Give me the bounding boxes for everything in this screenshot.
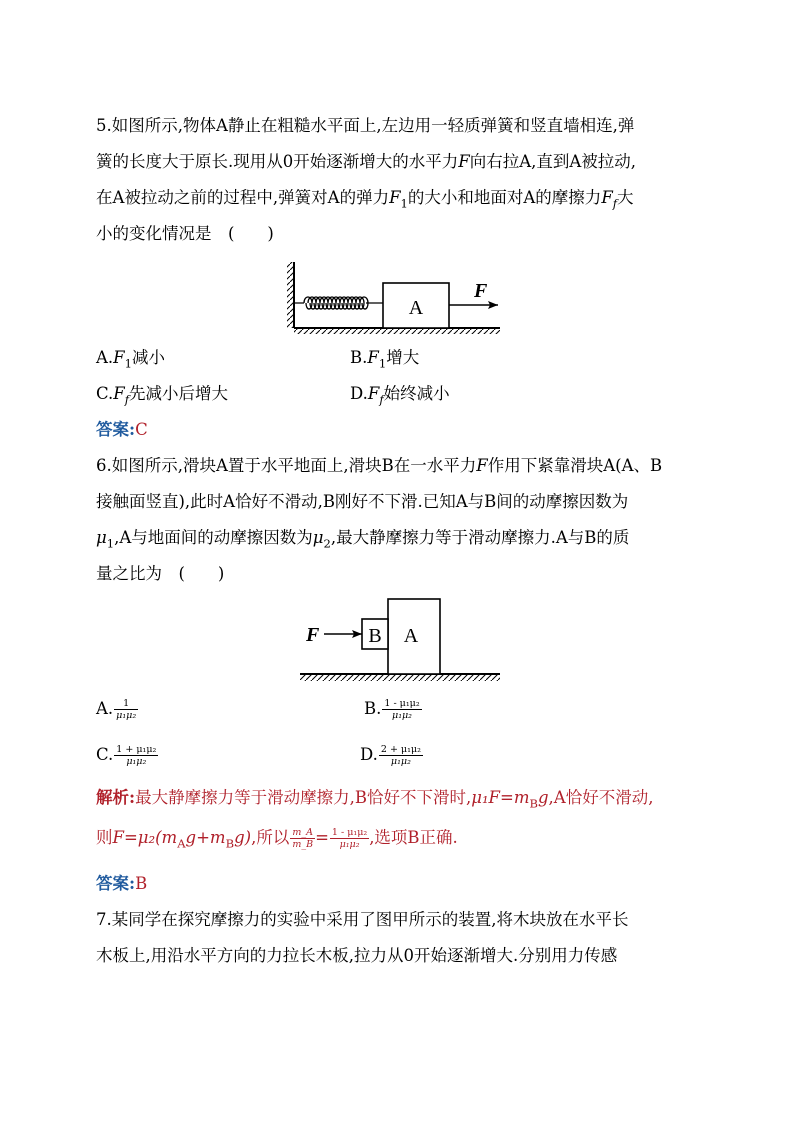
fraction-numerator: m_A xyxy=(290,827,315,839)
q6-option-c xyxy=(96,742,158,768)
subscript: 2 xyxy=(323,536,331,551)
block-a-label: A xyxy=(408,297,424,319)
subscript: B xyxy=(529,796,538,811)
equation: μ₁F=m xyxy=(471,788,530,807)
analysis-text: ,A恰好不滑动, xyxy=(548,788,654,807)
q6-line-1 xyxy=(96,454,662,478)
force-symbol: F xyxy=(389,188,401,207)
fraction-denominator: μ₁μ₂ xyxy=(126,756,147,767)
q5-text: 小的变化情况是 ( ) xyxy=(96,224,274,243)
subscript: f xyxy=(379,392,384,407)
fraction-numerator: 1 - μ₁μ₂ xyxy=(384,698,420,709)
fraction xyxy=(114,744,158,767)
fraction-denominator: μ₁μ₂ xyxy=(339,839,360,850)
ground-hatch xyxy=(300,674,500,681)
q5-figure xyxy=(284,258,514,334)
option-prefix: B. xyxy=(350,348,368,367)
q6-answer xyxy=(96,872,147,896)
wall-hatch xyxy=(287,262,294,328)
equation: F=μ₂(m xyxy=(112,828,178,847)
q6-text: ,A与地面间的动摩擦因数为 xyxy=(114,528,313,547)
q5-line-1 xyxy=(96,114,634,138)
q6-figure xyxy=(300,596,506,682)
fraction xyxy=(114,698,138,721)
equation: g+m xyxy=(185,828,226,847)
fraction-denominator: μ₁μ₂ xyxy=(116,710,137,721)
fraction-numerator: 1 xyxy=(114,698,138,710)
option-text: 增大 xyxy=(386,348,420,367)
analysis-text: ,所以 xyxy=(251,828,290,847)
subscript: 1 xyxy=(378,356,387,371)
answer-label: 答案: xyxy=(96,874,136,893)
q6-analysis-line-1 xyxy=(96,786,653,815)
option-prefix: D. xyxy=(350,384,368,403)
q6-text: ,最大静摩擦力等于滑动摩擦力.A与B的质 xyxy=(330,528,630,547)
analysis-label: 解析: xyxy=(96,788,136,807)
q5-text: 大 xyxy=(617,188,634,207)
equation: g) xyxy=(234,828,252,847)
option-prefix: B. xyxy=(364,699,382,718)
q5-option-b xyxy=(350,346,419,375)
q6-text: 6.如图所示,滑块A置于水平地面上,滑块B在一水平力 xyxy=(96,456,477,475)
q6-text: 接触面竖直),此时A恰好不滑动,B刚好不下滑.已知A与B间的动摩擦因数为 xyxy=(96,492,629,511)
mass-ratio-fraction xyxy=(290,827,315,850)
fraction xyxy=(379,744,423,767)
q5-text: 的大小和地面对A的摩擦力 xyxy=(407,188,602,207)
force-symbol: F xyxy=(458,152,470,171)
answer-value: C xyxy=(135,420,148,439)
q6-text: 量之比为 ( ) xyxy=(96,564,225,583)
q7-line-2 xyxy=(96,944,617,968)
q5-text: 向右拉A,直到A被拉动, xyxy=(469,152,637,171)
mu-symbol: μ xyxy=(312,528,324,547)
equation: g xyxy=(537,788,549,807)
mu-symbol: μ xyxy=(96,528,107,547)
option-prefix: A. xyxy=(96,348,114,367)
subscript: B xyxy=(225,836,235,851)
force-label: F xyxy=(306,624,320,646)
q5-option-a xyxy=(96,346,165,375)
force-symbol: F xyxy=(601,188,613,207)
q6-line-3 xyxy=(96,526,629,555)
subscript: A xyxy=(177,836,186,851)
q5-text: 5.如图所示,物体A静止在粗糙水平面上,左边用一轻质弹簧和竖直墙相连,弹 xyxy=(96,116,635,135)
option-text: 始终减小 xyxy=(383,384,450,403)
subscript: 1 xyxy=(400,196,408,211)
subscript: 1 xyxy=(106,536,115,551)
q6-line-2 xyxy=(96,490,628,514)
subscript: f xyxy=(124,392,130,407)
q6-option-b xyxy=(364,696,422,722)
force-symbol: F xyxy=(113,384,125,403)
fraction xyxy=(382,698,421,721)
fraction-denominator: μ₁μ₂ xyxy=(390,756,411,767)
result-fraction xyxy=(330,827,369,850)
q6-analysis-line-2 xyxy=(96,824,458,857)
q6-line-4 xyxy=(96,562,224,586)
fraction-numerator: 1 + μ₁μ₂ xyxy=(116,744,157,755)
q5-option-c xyxy=(96,382,228,411)
force-symbol: F xyxy=(476,456,488,475)
q6-option-a xyxy=(96,696,138,722)
block-a-label: A xyxy=(403,625,419,647)
q7-text: 木板上,用沿水平方向的力拉长木板,拉力从0开始逐渐增大.分别用力传感 xyxy=(96,946,618,965)
option-prefix: A. xyxy=(96,699,114,718)
option-text: 先减小后增大 xyxy=(129,384,229,403)
analysis-text: ,选项B正确. xyxy=(369,828,458,847)
option-prefix: D. xyxy=(360,745,378,764)
q6-option-d xyxy=(360,742,423,768)
option-text: 减小 xyxy=(131,348,165,367)
answer-label: 答案: xyxy=(96,420,136,439)
block-b-label: B xyxy=(368,625,382,647)
equation: = xyxy=(315,828,329,847)
fraction-denominator: μ₁μ₂ xyxy=(392,710,412,721)
fraction-denominator: m_B xyxy=(292,839,314,850)
subscript: 1 xyxy=(124,356,132,371)
force-symbol: F xyxy=(113,348,125,367)
q5-line-2 xyxy=(96,150,636,174)
q6-text: 作用下紧靠滑块A(A、B xyxy=(487,456,663,475)
analysis-text: 最大静摩擦力等于滑动摩擦力,B恰好不下滑时, xyxy=(135,788,472,807)
answer-value: B xyxy=(135,874,148,893)
force-label: F xyxy=(474,280,488,302)
q5-answer xyxy=(96,418,148,442)
subscript: f xyxy=(612,196,618,211)
fraction-numerator: 1 - μ₁μ₂ xyxy=(331,827,368,838)
force-symbol: F xyxy=(367,384,380,403)
spring xyxy=(294,297,383,309)
q5-text: 在A被拉动之前的过程中,弹簧对A的弹力 xyxy=(96,188,390,207)
option-prefix: C. xyxy=(96,384,114,403)
analysis-text: 则 xyxy=(96,828,113,847)
q5-line-3 xyxy=(96,186,634,215)
q7-line-1 xyxy=(96,908,629,932)
option-prefix: C. xyxy=(96,745,114,764)
fraction-numerator: 2 + μ₁μ₂ xyxy=(380,744,421,755)
q5-line-4 xyxy=(96,222,274,246)
q5-text: 簧的长度大于原长.现用从0开始逐渐增大的水平力 xyxy=(96,152,459,171)
q5-option-d xyxy=(350,382,450,411)
q7-text: 7.某同学在探究摩擦力的实验中采用了图甲所示的装置,将木块放在水平长 xyxy=(96,910,629,929)
force-symbol: F xyxy=(367,348,379,367)
